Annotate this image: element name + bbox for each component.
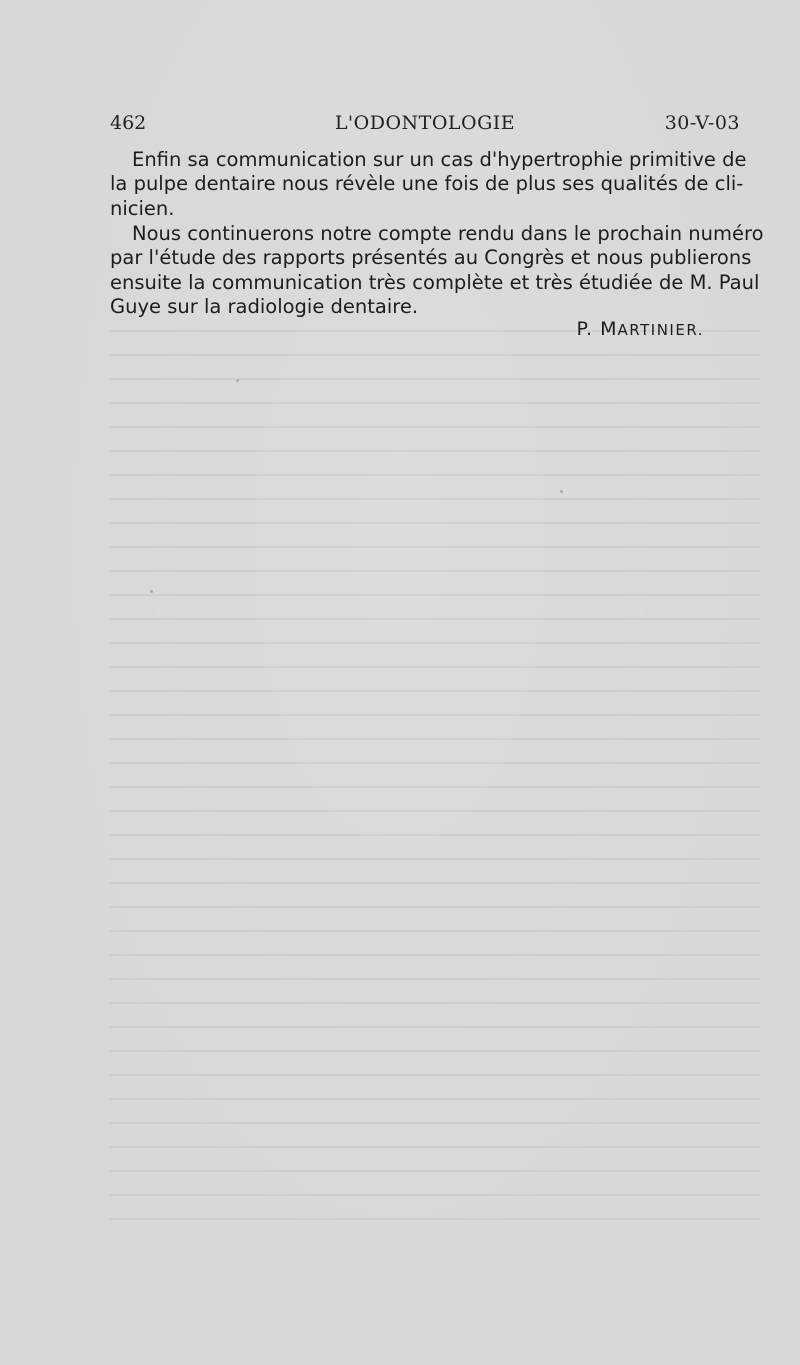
signature-initial: P. M: [576, 318, 618, 340]
text-line: la pulpe dentaire nous révèle une fois de plus ses qualités de cli-: [110, 172, 744, 196]
paper-speck: [560, 490, 563, 493]
issue-date: 30-V-03: [664, 112, 740, 134]
text-line: ensuite la communication très complète et très étudiée de M. Paul: [110, 270, 760, 294]
text-line: Nous continuerons notre compte rendu dans le prochain numéro: [132, 222, 764, 245]
text-line: nicien.: [110, 196, 175, 220]
bleed-through-texture: [110, 330, 760, 1230]
text-line: par l'étude des rapports présentés au Congrès et nous publierons: [110, 246, 752, 270]
journal-title: L'ODONTOLOGIE: [334, 112, 516, 134]
author-signature: [577, 318, 704, 340]
paragraph-continuation: [110, 222, 764, 320]
running-header: [110, 112, 740, 138]
text-line: Enfin sa communication sur un cas d'hypertrophie primitive de: [132, 148, 747, 171]
signature-surname: ARTINIER.: [617, 321, 704, 339]
text-line: Guye sur la radiologie dentaire.: [110, 295, 419, 319]
page-number: 462: [110, 112, 147, 134]
paper-speck: [236, 379, 239, 382]
paragraph-clinician: [110, 148, 747, 221]
paper-speck: [150, 590, 153, 593]
